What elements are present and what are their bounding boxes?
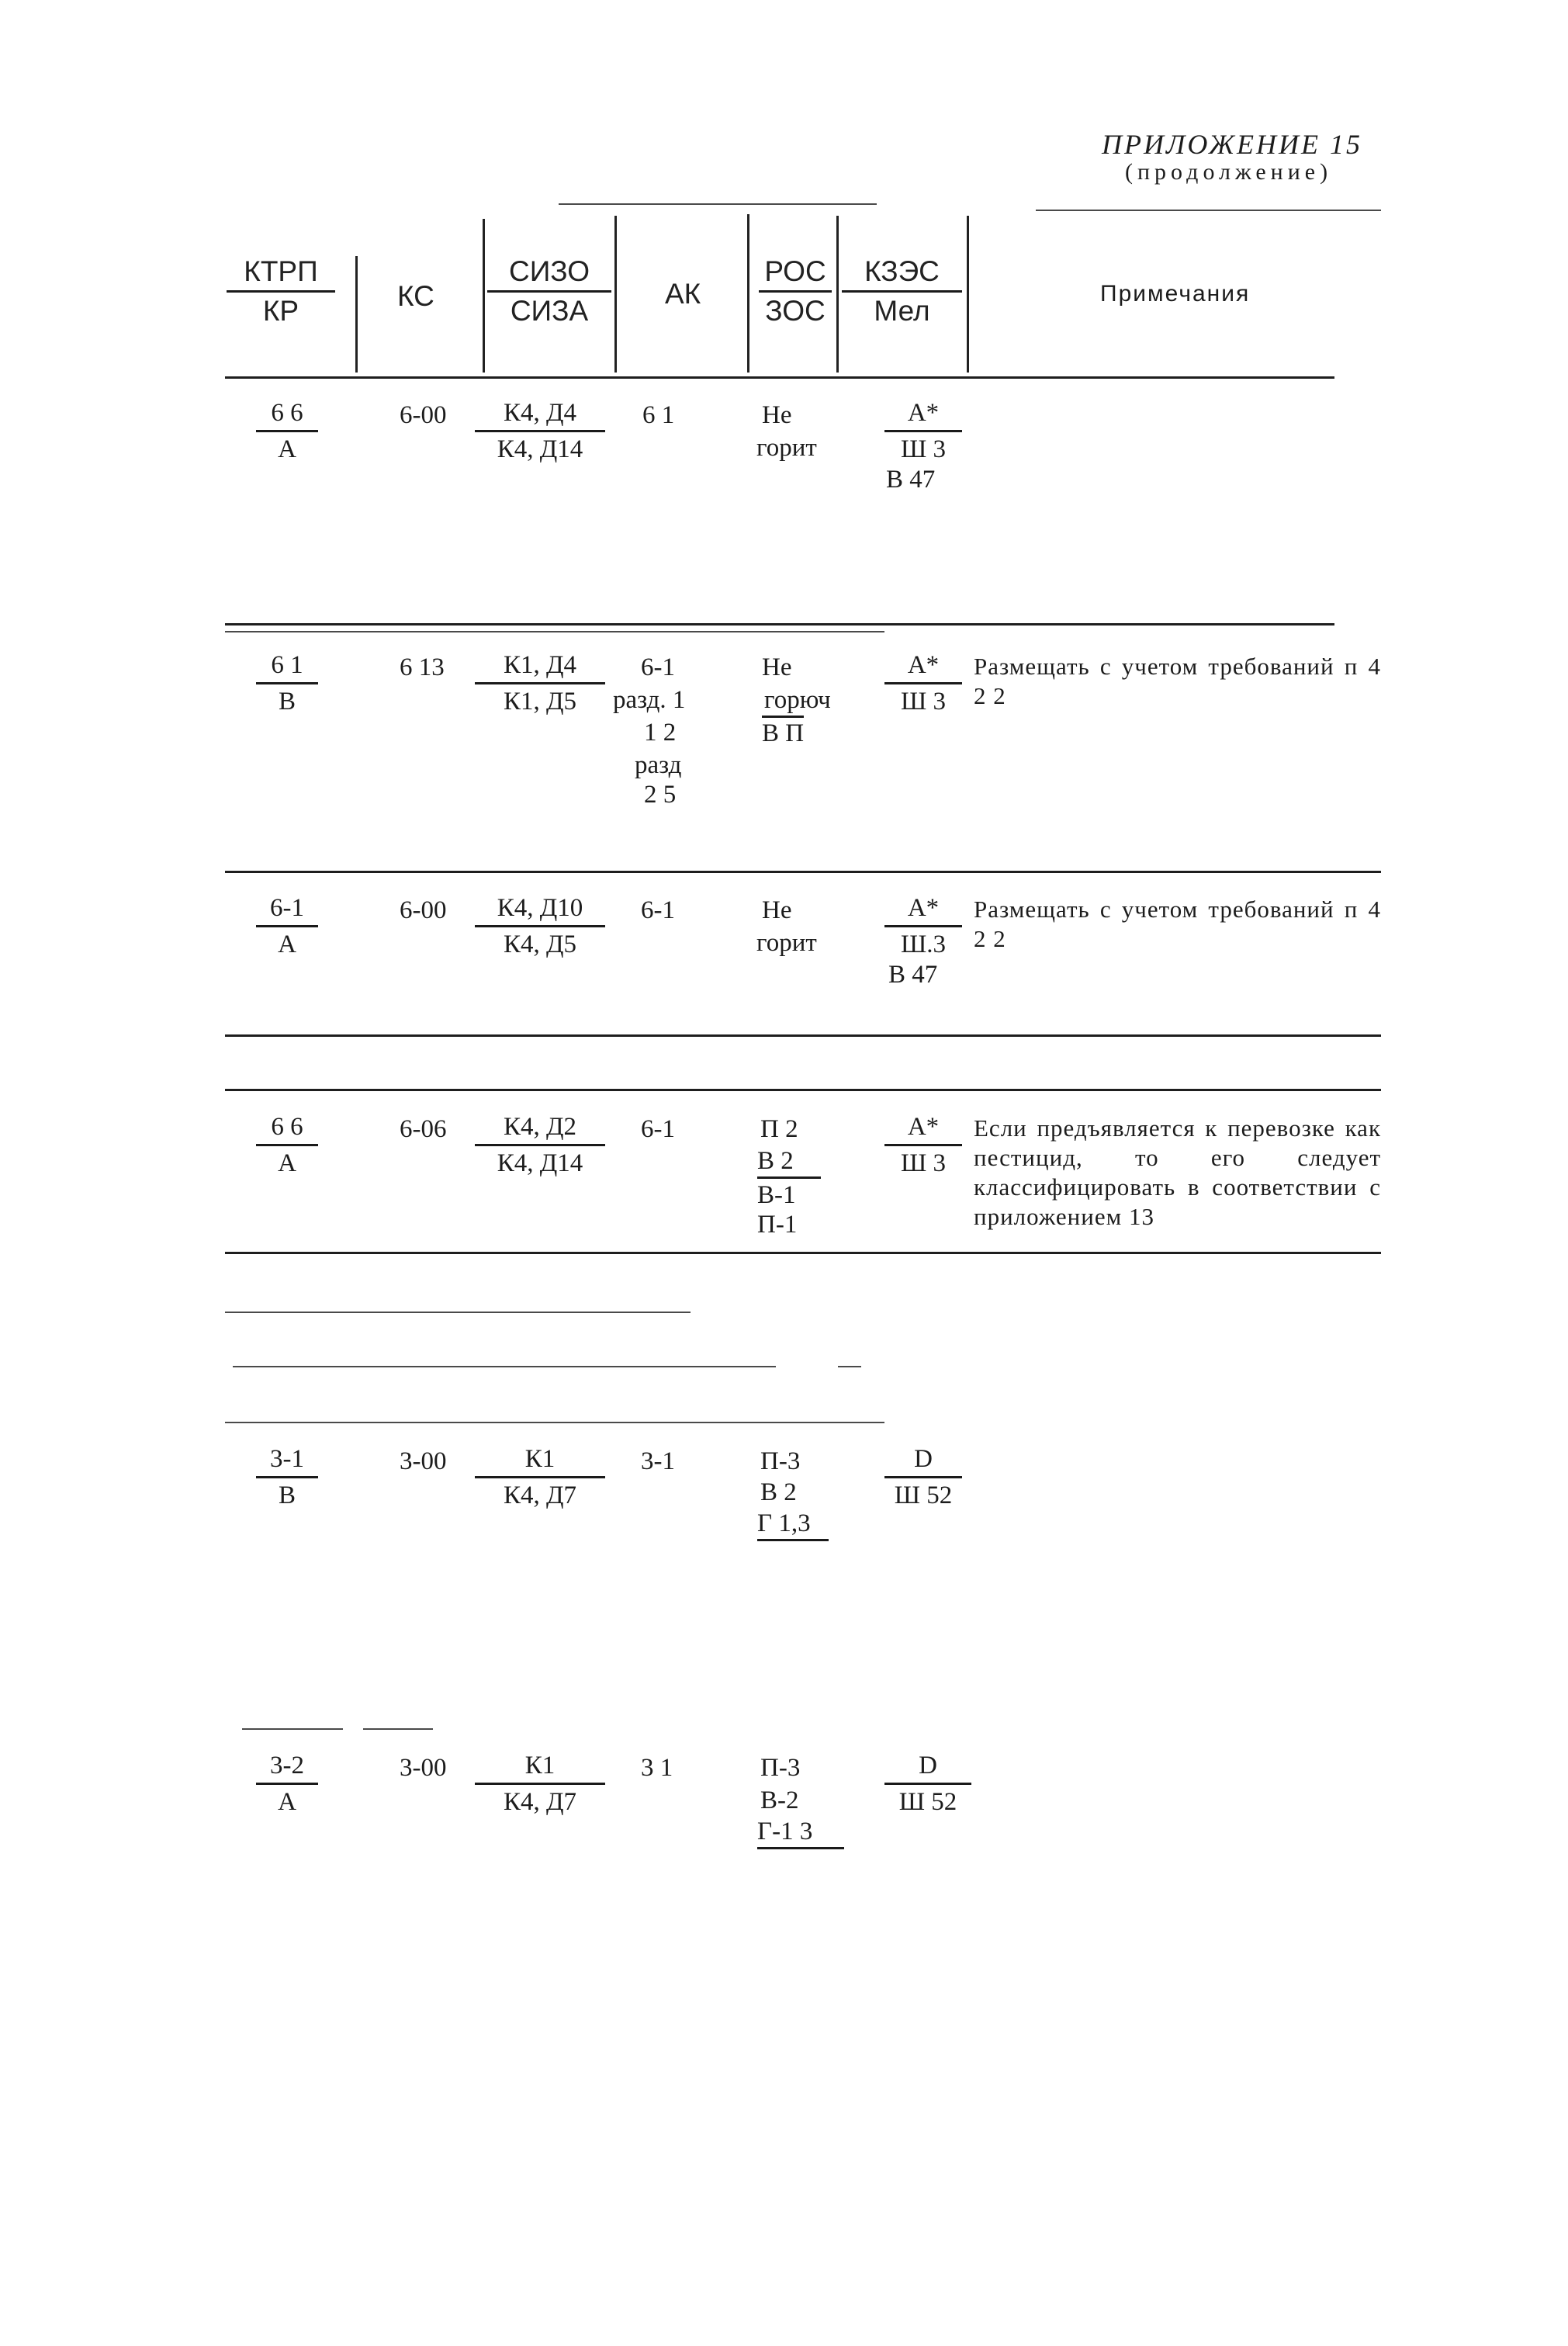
row-divider bbox=[363, 1728, 433, 1730]
appendix-title: ПРИЛОЖЕНИЕ 15 bbox=[1102, 129, 1362, 160]
row-sizo: К4, Д10 bbox=[475, 892, 605, 927]
row-divider bbox=[233, 1366, 776, 1367]
row-ak: 6-1 bbox=[641, 896, 675, 924]
row-divider bbox=[225, 631, 884, 632]
header-zos: ЗОС bbox=[765, 295, 826, 327]
row-ak-line: 1 2 bbox=[644, 719, 677, 747]
row-siza: К4, Д14 bbox=[497, 1149, 583, 1177]
row-ak-line: разд bbox=[635, 751, 682, 779]
row-ktrp-kr bbox=[256, 1111, 318, 1179]
row-ros-line: В П bbox=[762, 716, 804, 749]
row-ros-line: В-2 bbox=[760, 1786, 799, 1814]
row-ros-line: Г 1,3 bbox=[757, 1508, 829, 1541]
row-kzes-mid: Ш.3 bbox=[900, 930, 947, 958]
row-ros-line: П-3 bbox=[760, 1447, 801, 1475]
appendix-subtitle: (продолжение) bbox=[1125, 159, 1333, 185]
row-ks: 3-00 bbox=[400, 1447, 447, 1475]
row-kr: А bbox=[278, 435, 296, 463]
row-ros-line: В-1 bbox=[757, 1181, 796, 1209]
row-kzes bbox=[884, 650, 962, 717]
row-divider bbox=[225, 623, 1334, 625]
row-sizo: К1 bbox=[475, 1750, 605, 1785]
header-bottom-rule bbox=[225, 376, 1334, 379]
header-top-rule bbox=[559, 203, 877, 205]
row-kr: В bbox=[278, 688, 296, 716]
row-divider bbox=[225, 871, 1381, 873]
row-ktrp-kr bbox=[256, 397, 318, 465]
row-ak-line: разд. 1 bbox=[613, 686, 686, 714]
header-ros: РОС bbox=[759, 255, 832, 293]
row-siza: К4, Д7 bbox=[503, 1481, 577, 1509]
row-kr: А bbox=[278, 1788, 296, 1816]
row-ros-line: В 2 bbox=[760, 1478, 797, 1506]
header-sizo: СИЗО bbox=[487, 255, 611, 293]
row-note: Если предъявляется к перевозке как пестицид, то его следует классифицировать в соответствии с приложением 13 bbox=[974, 1114, 1381, 1230]
header-ks: КС bbox=[397, 280, 434, 312]
row-kr: А bbox=[278, 930, 296, 958]
header-col-sep bbox=[355, 256, 358, 373]
row-divider bbox=[225, 1252, 1381, 1254]
row-ros-line: П-1 bbox=[757, 1211, 798, 1239]
header-kzes: КЗЭС bbox=[842, 255, 962, 293]
row-sizo-siza bbox=[475, 1443, 605, 1511]
header-sizo-siza bbox=[487, 255, 611, 328]
row-siza: К1, Д5 bbox=[503, 688, 577, 716]
row-kzes-mid: Ш 3 bbox=[900, 688, 947, 716]
row-ros-line: В 2 bbox=[757, 1145, 821, 1179]
row-sizo: К1 bbox=[475, 1443, 605, 1478]
row-kzes-bottom: В 47 bbox=[886, 466, 936, 494]
row-ros-line: горит bbox=[756, 929, 817, 957]
row-ktrp: 6 1 bbox=[256, 650, 318, 684]
row-ros-line: П-3 bbox=[760, 1754, 801, 1782]
row-ros-line: П 2 bbox=[760, 1115, 798, 1143]
header-ktrp: КТРП bbox=[227, 255, 335, 293]
row-sizo-siza bbox=[475, 1750, 605, 1818]
row-sizo-siza bbox=[475, 650, 605, 717]
row-ktrp: 6 6 bbox=[256, 1111, 318, 1146]
row-ros-line: Не bbox=[762, 896, 792, 924]
row-note: Размещать с учетом требований п 4 2 2 bbox=[974, 653, 1381, 709]
row-ktrp: 3-1 bbox=[256, 1443, 318, 1478]
row-ks: 6-00 bbox=[400, 896, 447, 924]
row-kzes-top: А* bbox=[884, 1111, 962, 1146]
row-kzes bbox=[884, 1111, 962, 1179]
row-ak-line: 6-1 bbox=[641, 653, 675, 681]
header-siza: СИЗА bbox=[510, 295, 589, 327]
row-sizo: К4, Д2 bbox=[475, 1111, 605, 1146]
row-ks: 6-00 bbox=[400, 401, 447, 429]
header-kr: КР bbox=[262, 295, 299, 327]
row-kzes bbox=[884, 892, 962, 960]
row-kzes-top: А* bbox=[884, 650, 962, 684]
header-kzes-mel bbox=[842, 255, 962, 328]
row-kzes-top: А* bbox=[884, 397, 962, 432]
row-kzes-top: D bbox=[884, 1750, 971, 1785]
row-ros-line: горюч bbox=[764, 686, 831, 714]
row-ks: 3-00 bbox=[400, 1754, 447, 1782]
row-ks: 6 13 bbox=[400, 653, 445, 681]
row-kr: В bbox=[278, 1481, 296, 1509]
row-kzes bbox=[884, 1443, 962, 1511]
row-ks: 6-06 bbox=[400, 1115, 447, 1143]
row-ak: 3-1 bbox=[641, 1447, 675, 1475]
row-kzes-top: А* bbox=[884, 892, 962, 927]
row-divider bbox=[838, 1366, 861, 1367]
header-notes: Примечания bbox=[1100, 281, 1251, 307]
header-mel: Мел bbox=[874, 295, 930, 327]
row-ktrp-kr bbox=[256, 892, 318, 960]
row-kzes-top: D bbox=[884, 1443, 962, 1478]
row-kr: А bbox=[278, 1149, 296, 1177]
header-col-sep bbox=[836, 216, 839, 373]
row-ak: 6-1 bbox=[641, 1115, 675, 1143]
row-sizo-siza bbox=[475, 892, 605, 960]
header-col-sep bbox=[483, 219, 485, 373]
row-ktrp-kr bbox=[256, 650, 318, 717]
row-siza: К4, Д7 bbox=[503, 1788, 577, 1816]
header-ak: АК bbox=[665, 278, 701, 310]
row-divider bbox=[225, 1089, 1381, 1091]
row-kzes-mid: Ш 52 bbox=[894, 1481, 953, 1509]
row-ak: 6 1 bbox=[642, 401, 675, 429]
header-col-sep bbox=[614, 216, 617, 373]
row-ros-line: горит bbox=[756, 434, 817, 462]
row-note: Размещать с учетом требований п 4 2 2 bbox=[974, 896, 1381, 952]
row-ros-line: Г-1 3 bbox=[757, 1816, 844, 1849]
row-siza: К4, Д5 bbox=[503, 930, 577, 958]
row-ros-line: Не bbox=[762, 653, 792, 681]
header-col-sep bbox=[967, 216, 969, 373]
row-ktrp: 3-2 bbox=[256, 1750, 318, 1785]
row-sizo-siza bbox=[475, 397, 605, 465]
row-ak: 3 1 bbox=[641, 1754, 673, 1782]
row-ktrp: 6 6 bbox=[256, 397, 318, 432]
header-top-rule-right bbox=[1036, 210, 1381, 211]
row-sizo-siza bbox=[475, 1111, 605, 1179]
header-ros-zos bbox=[759, 255, 832, 328]
row-kzes bbox=[884, 397, 962, 465]
row-kzes-mid: Ш 3 bbox=[900, 1149, 947, 1177]
row-divider bbox=[242, 1728, 343, 1730]
row-sizo: К4, Д4 bbox=[475, 397, 605, 432]
row-ktrp: 6-1 bbox=[256, 892, 318, 927]
row-kzes-bottom: В 47 bbox=[888, 961, 938, 989]
row-ros-line: Не bbox=[762, 401, 792, 429]
row-divider bbox=[225, 1422, 884, 1423]
row-ktrp-kr bbox=[256, 1443, 318, 1511]
row-divider bbox=[225, 1312, 691, 1313]
row-kzes bbox=[884, 1750, 971, 1818]
row-kzes-mid: Ш 3 bbox=[900, 435, 947, 463]
header-col-sep bbox=[747, 214, 749, 373]
row-sizo: К1, Д4 bbox=[475, 650, 605, 684]
row-ktrp-kr bbox=[256, 1750, 318, 1818]
row-divider bbox=[225, 1034, 1381, 1037]
header-ktrp-kr bbox=[227, 255, 335, 328]
row-kzes-mid: Ш 52 bbox=[898, 1788, 957, 1816]
row-ak-line: 2 5 bbox=[644, 781, 677, 809]
row-siza: К4, Д14 bbox=[497, 435, 583, 463]
